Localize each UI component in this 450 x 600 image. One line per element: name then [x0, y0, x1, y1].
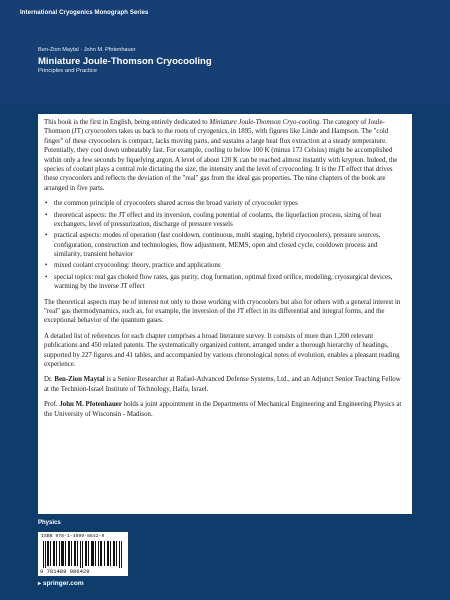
bio-prefix: Prof. — [44, 401, 60, 409]
bio-name: John M. Pfotenhauer — [59, 401, 122, 409]
intro-book-title: Miniature Joule-Thomson Cryo-cooling. — [209, 119, 322, 126]
isbn-number: ISBN 978-1-4899-8642-9 — [41, 534, 105, 539]
book-authors: Ben-Zion Maytal · John M. Pfotenhauer — [38, 47, 136, 53]
publisher-link[interactable] — [38, 580, 84, 587]
parts-list — [44, 199, 406, 292]
subject-category: Physics — [38, 520, 61, 526]
barcode-icon — [41, 541, 125, 568]
barcode-panel — [38, 532, 128, 576]
description-panel — [38, 114, 412, 514]
list-item: • practical aspects: modes of operation (fast cooldown, continuous, multi staging, hybrid cryocoolers), pressure sources, configuration, construction and technologies, flow adjustment, MEMS, open and closed cycle, cooldown process and similarity, transient behavior — [54, 231, 406, 259]
theory-paragraph: The theoretical aspects may be of interest not only to those working with cryocoolers but also for others with a general interest in "real" gas thermodynamics, such as, for example, the inversion of the JT effect in its differential and integral forms, and the exceptional behavior of the quantum gases. — [44, 298, 401, 325]
list-item: • the common principle of cryocoolers shared across the broad variety of cryocooler types — [54, 199, 406, 208]
arrow-icon: ▸ — [38, 581, 42, 587]
bio-name: Ben-Zion Maytal — [54, 376, 105, 384]
author-bio-pfotenhauer — [44, 400, 406, 419]
intro-text-a: This book is the first in English, being entirely dedicated to — [44, 119, 210, 126]
list-item: • mixed coolant cryocooling: theory, practice and applications — [54, 261, 406, 270]
intro-text-b: The category of Joule-Thomson (JT) cryocoolers takes us back to the roots of cryogenics, in 1895, with figures like Linde and Hampson. The "cold finger" of these cryocoolers is compact, lacks moving parts, and sustains a large heat flux extraction at a steady temperature. Potentially, they cool down unbeatably fast. For example, cooling to below 100 K (minus 173 Celsius) might be accomplished within only a few seconds by liquefying argon. A level of about 120 K can be reached almost instantly with krypton. Indeed, the species of coolant plays a central role dictating the size, the intensity and the level of cryocooling. It is the JT effect that drives these cryocoolers and reflects the deviation of the "real" gas from the ideal gas properties. The nine chapters of the book are arranged in five parts. — [44, 119, 398, 192]
bio-text: is a Senior Researcher at Rafael-Advanced Defense Systems, Ltd., and an Adjunct Senior Teaching Fellow at the Technion-Israel Institute of Technology, Haifa, Israel. — [44, 376, 401, 393]
book-subtitle: Principles and Practice — [38, 68, 97, 74]
barcode-digits: 9 781489 986429 — [40, 568, 90, 575]
list-item: • theoretical aspects: the JT effect and its inversion, cooling potential of coolants, the liquefaction process, sizing of heat exchangers, level of pressurization, discharge of pressure vessels — [54, 211, 406, 230]
publisher-url: springer.com — [42, 580, 84, 587]
intro-paragraph — [44, 118, 406, 193]
series-name: International Cryogenics Monograph Series — [20, 10, 149, 16]
bio-text: holds a joint appointment in the Departments of Mechanical Engineering and Engineering Physics at the University of Wisconsin - Madison. — [44, 401, 402, 418]
author-bio-maytal — [44, 375, 406, 394]
list-item: • special topics: real gas choked flow rates, gas purity, clog formation, optimal fixed orifice, modeling, cryosurgical devices, warming by the inverse JT effect — [54, 273, 406, 292]
bio-prefix: Dr. — [44, 376, 55, 384]
book-title: Miniature Joule-Thomson Cryocooling — [38, 56, 212, 67]
references-paragraph: A detailed list of references for each chapter comprises a broad literature survey. It consists of more than 1,200 relevant publications and 450 related patents. The systematically organized content, arranged under a thorough hierarchy of headings, supported by 227 figures and 41 tables, and accompanied by various chronological notes of evolution, enables a pleasant reading experience. — [44, 332, 400, 368]
